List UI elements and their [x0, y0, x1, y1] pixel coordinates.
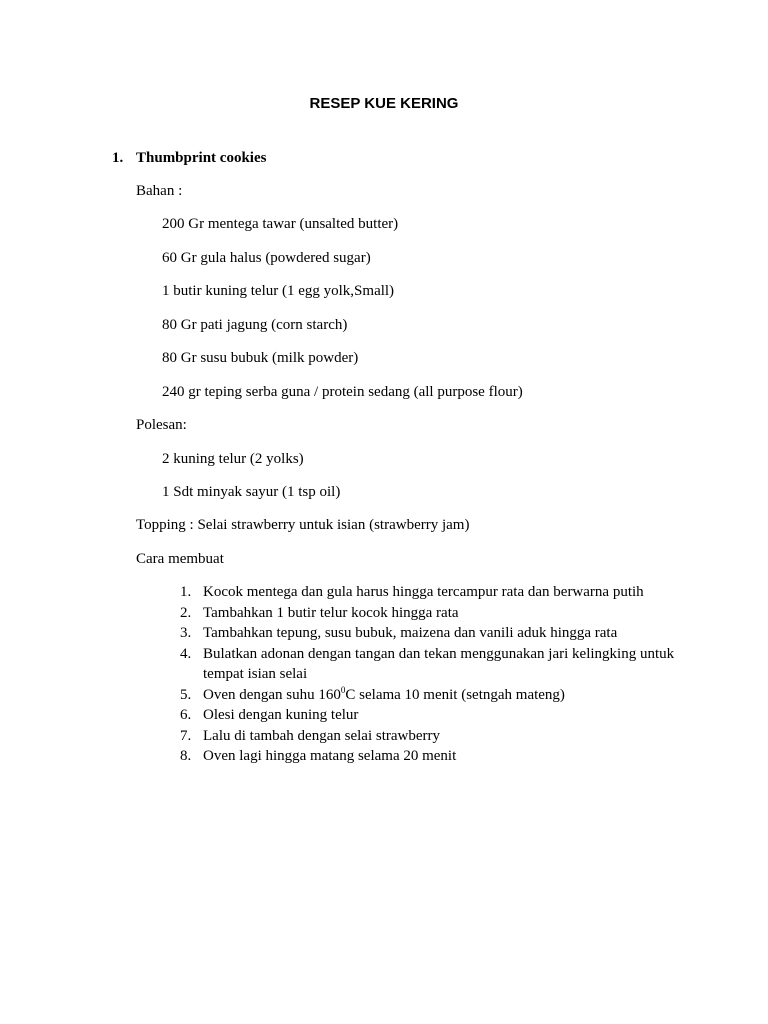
polesan-label: Polesan: — [136, 417, 187, 433]
step-item — [180, 603, 700, 624]
step-item — [180, 623, 700, 644]
step-text: Oven lagi hingga matang selama 20 menit — [203, 748, 457, 764]
step-text: Tambahkan 1 butir telur kocok hingga rata — [203, 604, 459, 621]
section-heading: Thumbprint cookies — [136, 150, 267, 166]
bahan-item: 240 gr teping serba guna / protein sedang (all purpose flour) — [162, 384, 523, 400]
step-text: Tambahkan tepung, susu bubuk, maizena dan vanili aduk hingga rata — [203, 625, 618, 641]
step-number: 2. — [180, 604, 192, 621]
polesan-item: 2 kuning telur (2 yolks) — [162, 451, 304, 467]
step-item — [180, 582, 700, 603]
step-number: 8. — [180, 748, 192, 764]
bahan-item: 60 Gr gula halus (powdered sugar) — [162, 250, 371, 266]
bahan-item: 80 Gr pati jagung (corn starch) — [162, 317, 348, 333]
topping-line: Topping : Selai strawberry untuk isian (strawberry jam) — [136, 517, 470, 533]
step-text-post: C selama 10 menit (setngah mateng) — [345, 686, 565, 703]
degree-superscript: 0 — [340, 684, 346, 695]
step-number: 1. — [180, 584, 192, 600]
step-item — [180, 746, 700, 767]
step-item — [180, 644, 700, 685]
step-item — [180, 726, 700, 747]
bahan-item: 80 Gr susu bubuk (milk powder) — [162, 350, 359, 366]
cara-label: Cara membuat — [136, 551, 224, 567]
bahan-item: 1 butir kuning telur (1 egg yolk,Small) — [162, 283, 395, 299]
steps-list — [180, 582, 700, 767]
step-item — [180, 685, 700, 706]
step-text: Kocok mentega dan gula harus hingga tercampur rata dan berwarna putih — [203, 584, 644, 600]
section-number: 1. — [112, 150, 124, 166]
bahan-label: Bahan : — [136, 183, 183, 199]
step-text: Olesi dengan kuning telur — [203, 707, 359, 723]
step-item — [180, 705, 700, 726]
step-number: 7. — [180, 727, 192, 744]
step-number: 5. — [180, 686, 192, 703]
step-number: 6. — [180, 707, 192, 723]
polesan-item: 1 Sdt minyak sayur (1 tsp oil) — [162, 484, 341, 500]
document-title: RESEP KUE KERING — [309, 95, 459, 112]
step-number: 3. — [180, 625, 192, 641]
step-number: 4. — [180, 645, 192, 662]
step-text: Bulatkan adonan dengan tangan dan tekan menggunakan jari kelingking untuk tempat isian selai — [203, 645, 675, 682]
step-text: Lalu di tambah dengan selai strawberry — [203, 727, 440, 744]
step-text-pre: Oven dengan suhu 160 — [203, 686, 341, 703]
bahan-item: 200 Gr mentega tawar (unsalted butter) — [162, 216, 399, 232]
